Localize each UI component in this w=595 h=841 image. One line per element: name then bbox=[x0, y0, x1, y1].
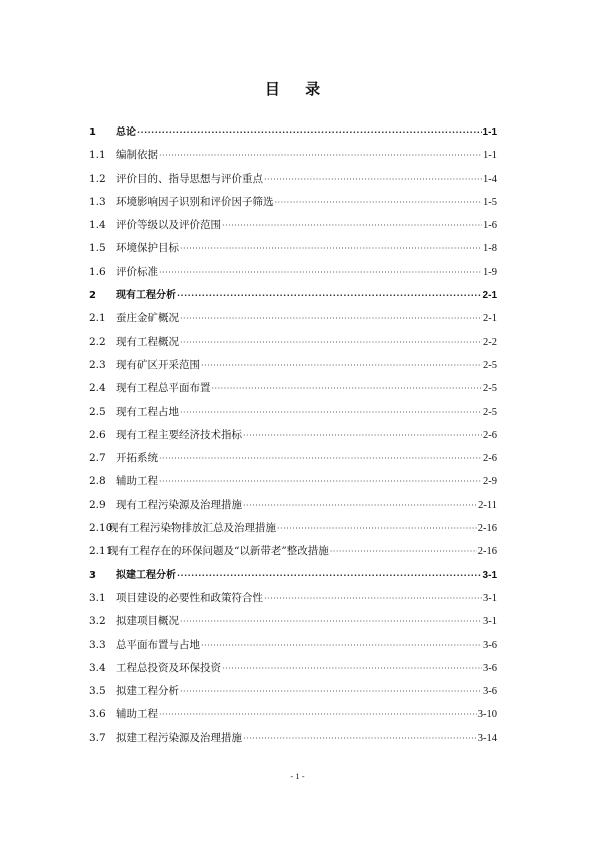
dot-leader bbox=[264, 587, 482, 610]
toc-entry-page: 2-2 bbox=[483, 336, 497, 348]
toc-entry[interactable] bbox=[89, 191, 497, 214]
toc-entry[interactable] bbox=[89, 237, 497, 260]
toc-entry[interactable] bbox=[89, 657, 497, 680]
page-title: 目 录 bbox=[264, 80, 331, 98]
toc-entry-page: 2-16 bbox=[477, 546, 497, 558]
toc-entry-number: 3.3 bbox=[89, 638, 106, 651]
toc-entry-title: 总平面布置与占地 bbox=[116, 638, 200, 651]
toc-entry-title: 环境影响因子识别和评价因子筛选 bbox=[116, 195, 274, 208]
toc-entry-title: 辅助工程 bbox=[116, 475, 158, 488]
toc-entry-page: 2-16 bbox=[477, 523, 497, 535]
toc-entry-title: 现有矿区开采范围 bbox=[116, 358, 200, 371]
toc-entry[interactable] bbox=[89, 680, 497, 703]
toc-entry[interactable] bbox=[89, 703, 497, 726]
toc-entry-number: 3.7 bbox=[89, 731, 106, 744]
toc-entry[interactable] bbox=[89, 494, 497, 517]
dot-leader bbox=[275, 191, 483, 214]
dot-leader bbox=[243, 494, 477, 517]
toc-entry-number: 3.4 bbox=[89, 661, 106, 674]
toc-entry-page: 2-5 bbox=[483, 359, 497, 371]
dot-leader bbox=[159, 144, 482, 167]
dot-leader bbox=[159, 261, 482, 284]
toc-entry-page: 2-6 bbox=[483, 453, 497, 465]
toc-entry-number: 1.3 bbox=[89, 195, 106, 208]
dot-leader bbox=[137, 121, 482, 144]
toc-entry[interactable] bbox=[89, 377, 497, 400]
toc-entry[interactable] bbox=[89, 144, 497, 167]
toc-entry[interactable] bbox=[89, 564, 497, 587]
toc-entry-title: 评价标准 bbox=[116, 265, 158, 278]
toc-entry-title: 拟建工程分析 bbox=[116, 569, 176, 581]
toc-entry-page: 2-5 bbox=[483, 383, 497, 395]
dot-leader bbox=[180, 331, 482, 354]
toc-entry[interactable] bbox=[89, 121, 497, 144]
toc-entry-page: 3-1 bbox=[483, 616, 497, 628]
toc-entry-number: 2.7 bbox=[89, 452, 106, 465]
toc-entry-title: 项目建设的必要性和政策符合性 bbox=[116, 591, 263, 604]
toc-entry-number: 3.6 bbox=[89, 708, 106, 721]
toc-entry-title: 评价等级以及评价范围 bbox=[116, 219, 221, 232]
dot-leader bbox=[159, 470, 482, 493]
toc-entry-page: 3-6 bbox=[483, 686, 497, 698]
toc-entry-number: 3 bbox=[89, 569, 96, 581]
toc-entry-page: 3-6 bbox=[483, 639, 497, 651]
toc-entry-title: 现有工程概况 bbox=[116, 335, 179, 348]
toc-entry-number: 2.11 bbox=[89, 545, 113, 558]
toc-entry-page: 1-4 bbox=[483, 173, 497, 185]
toc-entry-title: 现有工程分析 bbox=[116, 290, 176, 302]
toc-entry-number: 1.6 bbox=[89, 265, 106, 278]
dot-leader bbox=[277, 517, 477, 540]
toc-entry-number: 3.1 bbox=[89, 591, 106, 604]
dot-leader bbox=[159, 447, 482, 470]
toc-entry[interactable] bbox=[89, 470, 497, 493]
toc-entry-number: 1.2 bbox=[89, 172, 106, 185]
toc-entry-page: 2-11 bbox=[478, 499, 497, 511]
toc-entry-page: 2-5 bbox=[483, 406, 497, 418]
toc-entry-title: 辅助工程 bbox=[116, 708, 158, 721]
toc-entry-number: 2.6 bbox=[89, 428, 106, 441]
toc-entry-number: 2.9 bbox=[89, 498, 106, 511]
toc-entry-title: 现有工程占地 bbox=[116, 405, 179, 418]
table-of-contents bbox=[89, 121, 497, 750]
toc-entry[interactable] bbox=[89, 727, 497, 750]
dot-leader bbox=[330, 540, 477, 563]
dot-leader bbox=[177, 284, 482, 307]
toc-entry[interactable] bbox=[89, 587, 497, 610]
toc-entry[interactable] bbox=[89, 331, 497, 354]
dot-leader bbox=[222, 214, 482, 237]
toc-entry-number: 1.4 bbox=[89, 219, 106, 232]
dot-leader bbox=[243, 424, 482, 447]
toc-entry-number: 2.10 bbox=[89, 522, 113, 535]
toc-entry-number: 1.1 bbox=[89, 149, 106, 162]
toc-entry-number: 2.5 bbox=[89, 405, 106, 418]
toc-entry-number: 2.4 bbox=[89, 382, 106, 395]
toc-entry[interactable] bbox=[89, 214, 497, 237]
toc-entry-number: 2.3 bbox=[89, 358, 106, 371]
toc-entry[interactable] bbox=[89, 261, 497, 284]
toc-entry-title: 评价目的、指导思想与评价重点 bbox=[116, 172, 263, 185]
toc-entry-page: 1-1 bbox=[483, 150, 497, 162]
toc-entry-title: 拟建工程污染源及治理措施 bbox=[116, 731, 242, 744]
toc-entry-page: 2-1 bbox=[483, 313, 497, 325]
toc-entry-page: 2-6 bbox=[483, 429, 497, 441]
dot-leader bbox=[201, 634, 482, 657]
page-number-footer: - 1 - bbox=[290, 771, 305, 781]
dot-leader bbox=[243, 727, 477, 750]
toc-entry-title: 现有工程存在的环保问题及“以新带老”整改措施 bbox=[108, 545, 329, 558]
toc-entry-number: 3.2 bbox=[89, 615, 106, 628]
toc-entry[interactable] bbox=[89, 424, 497, 447]
toc-entry-number: 3.5 bbox=[89, 685, 106, 698]
dot-leader bbox=[201, 354, 482, 377]
toc-entry-page: 3-14 bbox=[477, 732, 497, 744]
toc-entry-page: 2-1 bbox=[482, 290, 497, 302]
dot-leader bbox=[212, 377, 483, 400]
dot-leader bbox=[180, 610, 482, 633]
toc-entry[interactable] bbox=[89, 284, 497, 307]
toc-entry-number: 1 bbox=[89, 127, 96, 138]
dot-leader bbox=[177, 564, 482, 587]
dot-leader bbox=[180, 401, 482, 424]
toc-entry-page: 2-9 bbox=[483, 476, 497, 488]
toc-entry-title: 现有工程污染源及治理措施 bbox=[116, 498, 242, 511]
toc-entry-page: 3-1 bbox=[482, 569, 497, 581]
toc-entry-title: 编制依据 bbox=[116, 149, 158, 162]
toc-entry-page: 1-9 bbox=[483, 266, 497, 278]
dot-leader bbox=[180, 680, 482, 703]
toc-entry-page: 3-1 bbox=[483, 592, 497, 604]
toc-entry-page: 3-10 bbox=[477, 709, 497, 721]
toc-entry[interactable] bbox=[89, 610, 497, 633]
toc-entry[interactable] bbox=[89, 517, 497, 540]
toc-entry-title: 工程总投资及环保投资 bbox=[116, 661, 221, 674]
toc-entry-page: 1-8 bbox=[483, 243, 497, 255]
toc-entry[interactable] bbox=[89, 354, 497, 377]
toc-entry[interactable] bbox=[89, 168, 497, 191]
toc-entry-page: 1-6 bbox=[483, 220, 497, 232]
toc-entry[interactable] bbox=[89, 447, 497, 470]
toc-entry[interactable] bbox=[89, 634, 497, 657]
dot-leader bbox=[180, 237, 482, 260]
toc-entry[interactable] bbox=[89, 401, 497, 424]
dot-leader bbox=[159, 703, 477, 726]
toc-entry-page: 1-5 bbox=[483, 196, 497, 208]
toc-entry-number: 2.2 bbox=[89, 335, 106, 348]
toc-entry-title: 总论 bbox=[116, 127, 136, 138]
toc-entry-page: 1-1 bbox=[482, 127, 497, 138]
toc-entry-title: 现有工程主要经济技术指标 bbox=[116, 428, 242, 441]
toc-entry-title: 开拓系统 bbox=[116, 452, 158, 465]
toc-entry-number: 2.8 bbox=[89, 475, 106, 488]
dot-leader bbox=[180, 307, 482, 330]
toc-entry-title: 现有工程污染物排放汇总及治理措施 bbox=[108, 522, 276, 535]
toc-entry-page: 3-6 bbox=[483, 662, 497, 674]
toc-entry-number: 2 bbox=[89, 290, 96, 302]
toc-entry-title: 蚕庄金矿概况 bbox=[116, 312, 179, 325]
toc-entry-number: 1.5 bbox=[89, 242, 106, 255]
toc-entry[interactable] bbox=[89, 307, 497, 330]
toc-entry-title: 环境保护目标 bbox=[116, 242, 179, 255]
toc-entry-title: 拟建工程分析 bbox=[116, 685, 179, 698]
dot-leader bbox=[222, 657, 482, 680]
toc-entry-title: 现有工程总平面布置 bbox=[116, 382, 211, 395]
toc-entry-title: 拟建项目概况 bbox=[116, 615, 179, 628]
toc-entry[interactable] bbox=[89, 540, 497, 563]
dot-leader bbox=[264, 168, 482, 191]
toc-entry-number: 2.1 bbox=[89, 312, 106, 325]
